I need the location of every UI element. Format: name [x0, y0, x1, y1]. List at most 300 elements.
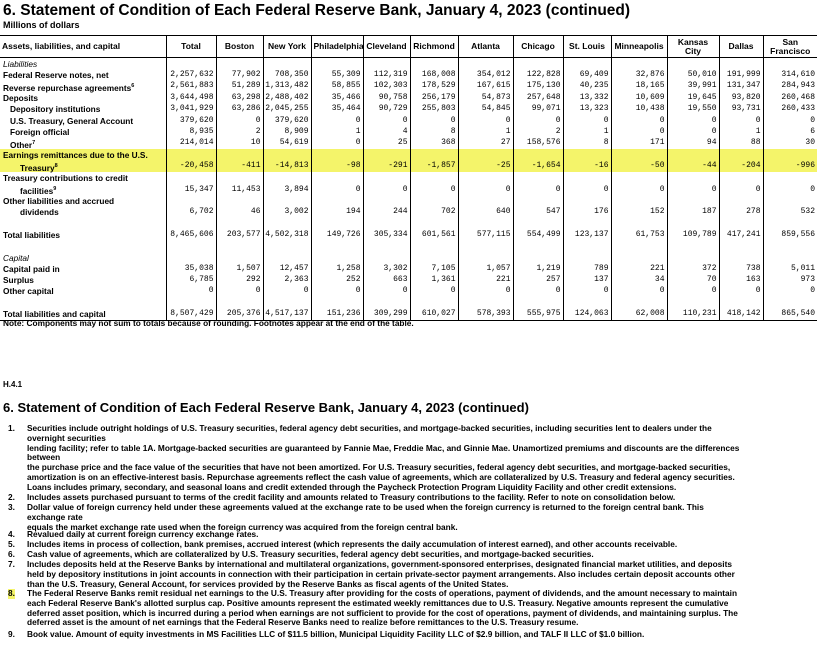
footnote-line: Book value. Amount of equity investments in MS Facilities LLC of $11.5 billion, Municipal Liquidity Facility LLC of $2.9 billion, and TALF II LLC of $1.0 billion.: [27, 629, 645, 639]
cell-value: 0: [719, 286, 763, 297]
row-label: Reverse repurchase agreements$^6$: [3, 82, 135, 93]
cell-value: [363, 195, 410, 206]
cell-value: 51,289: [216, 81, 263, 93]
cell-value: 738: [719, 263, 763, 274]
table-row: [0, 218, 817, 229]
cell-value: [611, 218, 667, 229]
cell-value: 3,041,929: [166, 104, 216, 115]
footnote-line: Cash value of agreements, which are collateralized by U.S. Treasury securities, federal agency debt securities, and mortgage-backed securities.: [27, 549, 594, 559]
cell-value: 2,257,632: [166, 69, 216, 80]
table-row: [0, 161, 817, 173]
cell-value: 137: [563, 275, 611, 286]
cell-value: [458, 195, 513, 206]
cell-value: 10,438: [611, 104, 667, 115]
cell-value: 0: [410, 184, 458, 196]
cell-value: 123,137: [563, 229, 611, 240]
cell-value: 0: [410, 286, 458, 297]
cell-value: [667, 58, 719, 70]
cell-value: [611, 149, 667, 160]
cell-value: 8,935: [166, 126, 216, 137]
cell-value: 0: [216, 286, 263, 297]
cell-value: [363, 172, 410, 183]
footnote-line: exchange rate: [27, 511, 83, 522]
cell-value: 555,975: [513, 308, 563, 320]
row-label: U.S. Treasury, General Account: [10, 115, 134, 126]
footnote-line: equals the market exchange rate used when the foreign currency was acquired from the foreign central bank.: [27, 521, 458, 532]
footnote-number: 8.: [8, 588, 15, 598]
cell-value: 32,876: [611, 69, 667, 80]
cell-value: 99,071: [513, 104, 563, 115]
cell-value: 163: [719, 275, 763, 286]
cell-value: 50,010: [667, 69, 719, 80]
cell-value: [166, 149, 216, 160]
cell-value: [667, 149, 719, 160]
cell-value: 70: [667, 275, 719, 286]
footnote-text: [27, 503, 792, 532]
table-row: [0, 184, 817, 196]
cell-value: 221: [458, 275, 513, 286]
cell-value: 1,258: [311, 263, 363, 274]
cell-value: 35,038: [166, 263, 216, 274]
cell-value: 151,236: [311, 308, 363, 320]
footnote-number: 9.: [8, 629, 15, 639]
cell-value: 578,393: [458, 308, 513, 320]
units-label: Millions of dollars: [3, 20, 80, 30]
cell-value: [513, 172, 563, 183]
cell-value: [763, 195, 817, 206]
row-label: Liabilities: [3, 58, 38, 69]
cell-value: [166, 195, 216, 206]
cell-value: 547: [513, 207, 563, 218]
cell-value: 94: [667, 138, 719, 150]
cell-value: 0: [363, 286, 410, 297]
row-label: [0, 297, 166, 308]
footnote-text: [27, 630, 792, 640]
cell-value: [458, 218, 513, 229]
row-label: Total liabilities: [3, 229, 61, 240]
cell-value: 131,347: [719, 81, 763, 93]
cell-value: 3,644,498: [166, 92, 216, 103]
cell-value: 0: [611, 126, 667, 137]
table-note: Note: Components may not sum to totals because of rounding. Footnotes appear at the end of the table.: [3, 318, 414, 328]
cell-value: 418,142: [719, 308, 763, 320]
table-row: [0, 275, 817, 286]
cell-value: 0: [311, 286, 363, 297]
cell-value: -50: [611, 161, 667, 173]
footnote-ref: 9: [53, 185, 57, 192]
cell-value: [563, 149, 611, 160]
cell-value: 1: [458, 126, 513, 137]
cell-value: 35,466: [311, 92, 363, 103]
cell-value: 6,785: [166, 275, 216, 286]
cell-value: 859,556: [763, 229, 817, 240]
cell-value: 90,729: [363, 104, 410, 115]
cell-value: 0: [166, 286, 216, 297]
table-row: [0, 138, 817, 150]
cell-value: 1,507: [216, 263, 263, 274]
cell-value: [611, 58, 667, 70]
column-header: Assets, liabilities, and capital: [0, 36, 166, 58]
cell-value: [263, 172, 311, 183]
cell-value: 0: [311, 138, 363, 150]
cell-value: 379,620: [166, 115, 216, 126]
row-label: facilities$^9$: [20, 185, 57, 196]
cell-value: [216, 241, 263, 252]
table-row: [0, 126, 817, 137]
footnote-line: the purchase price and the face value of the securities that have not been amortized. For U.S. Treasury securities, federal agency debt securities, and mortgage-backed securities,: [27, 462, 731, 473]
cell-value: [263, 241, 311, 252]
cell-value: [719, 241, 763, 252]
cell-value: 0: [667, 126, 719, 137]
cell-value: 260,468: [763, 92, 817, 103]
cell-value: 88: [719, 138, 763, 150]
cell-value: 54,873: [458, 92, 513, 103]
column-header: Boston: [216, 36, 263, 58]
cell-value: 0: [311, 184, 363, 196]
cell-value: [763, 58, 817, 70]
cell-value: 314,610: [763, 69, 817, 80]
cell-value: 252: [311, 275, 363, 286]
cell-value: 0: [513, 286, 563, 297]
cell-value: [458, 172, 513, 183]
cell-value: [166, 218, 216, 229]
cell-value: [763, 297, 817, 308]
cell-value: 18,165: [611, 81, 667, 93]
cell-value: [410, 172, 458, 183]
cell-value: [263, 297, 311, 308]
footnote-line: The Federal Reserve Banks remit residual net earnings to the U.S. Treasury after providing for the costs of operations, payment of dividends, and the amount necessary to maintain: [27, 588, 738, 598]
cell-value: 0: [363, 115, 410, 126]
cell-value: 1: [311, 126, 363, 137]
cell-value: 0: [363, 184, 410, 196]
cell-value: 25: [363, 138, 410, 150]
footnote-line: Revalued daily at current foreign currency exchange rates.: [27, 529, 259, 539]
row-label: Total liabilities and capital: [0, 308, 166, 320]
cell-value: 2,045,255: [263, 104, 311, 115]
cell-value: [719, 58, 763, 70]
cell-value: -25: [458, 161, 513, 173]
cell-value: [166, 58, 216, 70]
cell-value: 708,350: [263, 69, 311, 80]
cell-value: 19,645: [667, 92, 719, 103]
cell-value: [667, 218, 719, 229]
page-title: 6. Statement of Condition of Each Federal Reserve Bank, January 4, 2023 (continued): [3, 2, 631, 19]
cell-value: 554,499: [513, 229, 563, 240]
row-label: Other capital: [3, 286, 54, 297]
cell-value: 158,576: [513, 138, 563, 150]
row-label: Other liabilities and accrued: [3, 196, 115, 207]
cell-value: [363, 149, 410, 160]
cell-value: 34: [611, 275, 667, 286]
footnote-line: than the U.S. Treasury, General Account, for services provided by the Reserve Banks as fiscal agents of the United States.: [27, 578, 509, 589]
cell-value: 0: [611, 184, 667, 196]
column-header: Kansas City: [667, 36, 719, 58]
row-label: [0, 241, 166, 252]
row-label: [0, 218, 166, 229]
cell-value: 1: [563, 126, 611, 137]
cell-value: 10: [216, 138, 263, 150]
cell-value: 2,363: [263, 275, 311, 286]
cell-value: [563, 241, 611, 252]
cell-value: [410, 58, 458, 70]
cell-value: 46: [216, 207, 263, 218]
cell-value: 191,999: [719, 69, 763, 80]
cell-value: 149,726: [311, 229, 363, 240]
footnote-number: 6.: [8, 549, 15, 559]
footnote-number: 4.: [8, 529, 15, 539]
cell-value: 372: [667, 263, 719, 274]
cell-value: 0: [611, 115, 667, 126]
cell-value: -14,813: [263, 161, 311, 173]
cell-value: [311, 149, 363, 160]
cell-value: 4,502,318: [263, 229, 311, 240]
cell-value: 256,179: [410, 92, 458, 103]
footnote-ref: 6: [131, 82, 135, 89]
footnotes-title: 6. Statement of Condition of Each Federal Reserve Bank, January 4, 2023 (continued): [3, 400, 529, 415]
cell-value: [563, 58, 611, 70]
cell-value: 205,376: [216, 308, 263, 320]
cell-value: 168,008: [410, 69, 458, 80]
cell-value: 0: [563, 115, 611, 126]
column-header: Richmond: [410, 36, 458, 58]
cell-value: [311, 195, 363, 206]
cell-value: [458, 252, 513, 263]
row-label: Federal Reserve notes, net: [3, 69, 109, 80]
footnote-line: amortization is on an effective-interest basis. Repurchase agreements reflect the cash value of agreements, which are collateralized by U.S. Treasury and federal agency securities.: [27, 471, 735, 482]
cell-value: 0: [263, 286, 311, 297]
cell-value: [458, 149, 513, 160]
cell-value: 13,332: [563, 92, 611, 103]
footnote-line: between: [27, 452, 61, 463]
cell-value: 110,231: [667, 308, 719, 320]
cell-value: [611, 241, 667, 252]
table-row: [0, 69, 817, 80]
cell-value: [311, 218, 363, 229]
cell-value: 244: [363, 207, 410, 218]
cell-value: 176: [563, 207, 611, 218]
cell-value: [719, 172, 763, 183]
column-header: New York: [263, 36, 311, 58]
footnote-line: Includes items in process of collection, bank premises, accrued interest (which represents the daily accumulation of interest earned), and other accounts receivable.: [27, 539, 678, 549]
cell-value: [563, 172, 611, 183]
table-row: [0, 81, 817, 93]
cell-value: [410, 195, 458, 206]
cell-value: 0: [719, 115, 763, 126]
footnote-line: overnight securities: [27, 432, 106, 443]
cell-value: [263, 58, 311, 70]
cell-value: 4,517,137: [263, 308, 311, 320]
cell-value: 417,241: [719, 229, 763, 240]
cell-value: 35,464: [311, 104, 363, 115]
cell-value: 309,299: [363, 308, 410, 320]
table-row: [0, 207, 817, 218]
cell-value: 973: [763, 275, 817, 286]
footnote-line: each Federal Reserve Bank's allotted surplus cap. Positive amounts represent the estimated weekly remittances due to U.S. Treasury. Negative amounts represent the cumulative: [27, 597, 729, 608]
cell-value: 0: [458, 115, 513, 126]
cell-value: 109,789: [667, 229, 719, 240]
cell-value: [611, 252, 667, 263]
cell-value: [263, 218, 311, 229]
cell-value: [563, 218, 611, 229]
cell-value: -996: [763, 161, 817, 173]
cell-value: [311, 241, 363, 252]
cell-value: 54,845: [458, 104, 513, 115]
footnote-line: Includes deposits held at the Reserve Banks by international and multilateral organizations, government-sponsored enterprises, designated financial market utilities, and deposits: [27, 559, 732, 569]
column-header: Atlanta: [458, 36, 513, 58]
cell-value: 610,027: [410, 308, 458, 320]
cell-value: 0: [763, 286, 817, 297]
table-row: [0, 104, 817, 115]
cell-value: 61,753: [611, 229, 667, 240]
report-code: H.4.1: [3, 380, 23, 389]
cell-value: 30: [763, 138, 817, 150]
cell-value: 122,828: [513, 69, 563, 80]
table-row: [0, 241, 817, 252]
cell-value: [667, 252, 719, 263]
cell-value: 0: [458, 184, 513, 196]
cell-value: 601,561: [410, 229, 458, 240]
row-label: Capital paid in: [3, 263, 60, 274]
cell-value: [216, 252, 263, 263]
row-label: Surplus: [3, 275, 34, 286]
cell-value: 8,507,429: [166, 308, 216, 320]
cell-value: 640: [458, 207, 513, 218]
footnote-line: deferred asset is the amount of net earnings that the Federal Reserve Banks need to realize before remittances to the U.S. Treasury resume.: [27, 617, 579, 628]
column-header: Cleveland: [363, 36, 410, 58]
cell-value: 54,619: [263, 138, 311, 150]
row-label: Capital: [3, 252, 29, 263]
cell-value: [763, 252, 817, 263]
cell-value: 2,561,883: [166, 81, 216, 93]
cell-value: 2: [513, 126, 563, 137]
footnote-number: 2.: [8, 492, 15, 502]
cell-value: [763, 149, 817, 160]
footnote-ref: 7: [32, 139, 36, 146]
footnote-line: lending facility; refer to table 1A. Mortgage-backed securities are guaranteed by Fannie Mae, Freddie Mac, and Ginnie Mae. Unamortized premiums and discounts are the differences: [27, 442, 740, 453]
cell-value: 1,313,482: [263, 81, 311, 93]
cell-value: [410, 297, 458, 308]
cell-value: [311, 172, 363, 183]
cell-value: [216, 149, 263, 160]
cell-value: 214,014: [166, 138, 216, 150]
cell-value: [263, 195, 311, 206]
cell-value: 0: [311, 115, 363, 126]
cell-value: 0: [763, 115, 817, 126]
cell-value: [563, 252, 611, 263]
cell-value: 0: [216, 115, 263, 126]
table-row: [0, 229, 817, 240]
cell-value: 7,105: [410, 263, 458, 274]
cell-value: [719, 252, 763, 263]
cell-value: 124,063: [563, 308, 611, 320]
cell-value: 2,488,402: [263, 92, 311, 103]
cell-value: 221: [611, 263, 667, 274]
cell-value: 171: [611, 138, 667, 150]
cell-value: [410, 241, 458, 252]
cell-value: -204: [719, 161, 763, 173]
footnote-number: 3.: [8, 502, 15, 512]
cell-value: 0: [563, 184, 611, 196]
cell-value: -98: [311, 161, 363, 173]
cell-value: 663: [363, 275, 410, 286]
cell-value: 93,820: [719, 92, 763, 103]
cell-value: [363, 218, 410, 229]
footnote-ref: 8: [54, 162, 58, 169]
cell-value: 577,115: [458, 229, 513, 240]
cell-value: 2: [216, 126, 263, 137]
cell-value: 19,550: [667, 104, 719, 115]
cell-value: 532: [763, 207, 817, 218]
cell-value: 6,702: [166, 207, 216, 218]
cell-value: [719, 195, 763, 206]
cell-value: 8: [410, 126, 458, 137]
column-header: St. Louis: [563, 36, 611, 58]
cell-value: -1,654: [513, 161, 563, 173]
cell-value: 4: [363, 126, 410, 137]
table-row: [0, 149, 817, 160]
cell-value: [611, 195, 667, 206]
cell-value: 0: [563, 286, 611, 297]
cell-value: 3,894: [263, 184, 311, 196]
row-label: Treasury$^8$: [0, 161, 166, 173]
cell-value: [458, 58, 513, 70]
cell-value: [513, 252, 563, 263]
footnote-line: Loans includes primary, secondary, and seasonal loans and credit extended through the Paycheck Protection Program Liquidity Facility and other credit extensions.: [27, 481, 677, 492]
cell-value: [216, 297, 263, 308]
cell-value: 63,286: [216, 104, 263, 115]
cell-value: [513, 58, 563, 70]
cell-value: 0: [763, 184, 817, 196]
cell-value: [216, 172, 263, 183]
cell-value: -20,458: [166, 161, 216, 173]
footnote-line: Includes assets purchased pursuant to terms of the credit facility and amounts related to Treasury contributions to the facility. Refer to note on consolidation below.: [27, 492, 676, 502]
cell-value: 8,909: [263, 126, 311, 137]
cell-value: 368: [410, 138, 458, 150]
cell-value: 305,334: [363, 229, 410, 240]
column-header: Minneapolis: [611, 36, 667, 58]
footnote-text: [27, 560, 792, 589]
cell-value: -291: [363, 161, 410, 173]
cell-value: 11,453: [216, 184, 263, 196]
footnote-number: 5.: [8, 539, 15, 549]
cell-value: 0: [667, 184, 719, 196]
cell-value: [719, 297, 763, 308]
table-row: [0, 286, 817, 297]
cell-value: [216, 58, 263, 70]
cell-value: [363, 241, 410, 252]
cell-value: [513, 241, 563, 252]
cell-value: 12,457: [263, 263, 311, 274]
table-body: [0, 58, 817, 321]
cell-value: [410, 252, 458, 263]
cell-value: 1,219: [513, 263, 563, 274]
cell-value: 0: [513, 184, 563, 196]
table-row: [0, 58, 817, 70]
footnote-line: Dollar value of foreign currency held under these agreements valued at the exchange rate to be used when the foreign currency is returned to the foreign central bank. This: [27, 502, 704, 512]
cell-value: -16: [563, 161, 611, 173]
cell-value: 278: [719, 207, 763, 218]
cell-value: 789: [563, 263, 611, 274]
cell-value: 10,609: [611, 92, 667, 103]
table-row: [0, 263, 817, 274]
cell-value: [166, 297, 216, 308]
cell-value: 702: [410, 207, 458, 218]
row-label: dividends: [20, 207, 59, 218]
cell-value: [667, 172, 719, 183]
cell-value: 354,012: [458, 69, 513, 80]
cell-value: [513, 149, 563, 160]
cell-value: [216, 218, 263, 229]
